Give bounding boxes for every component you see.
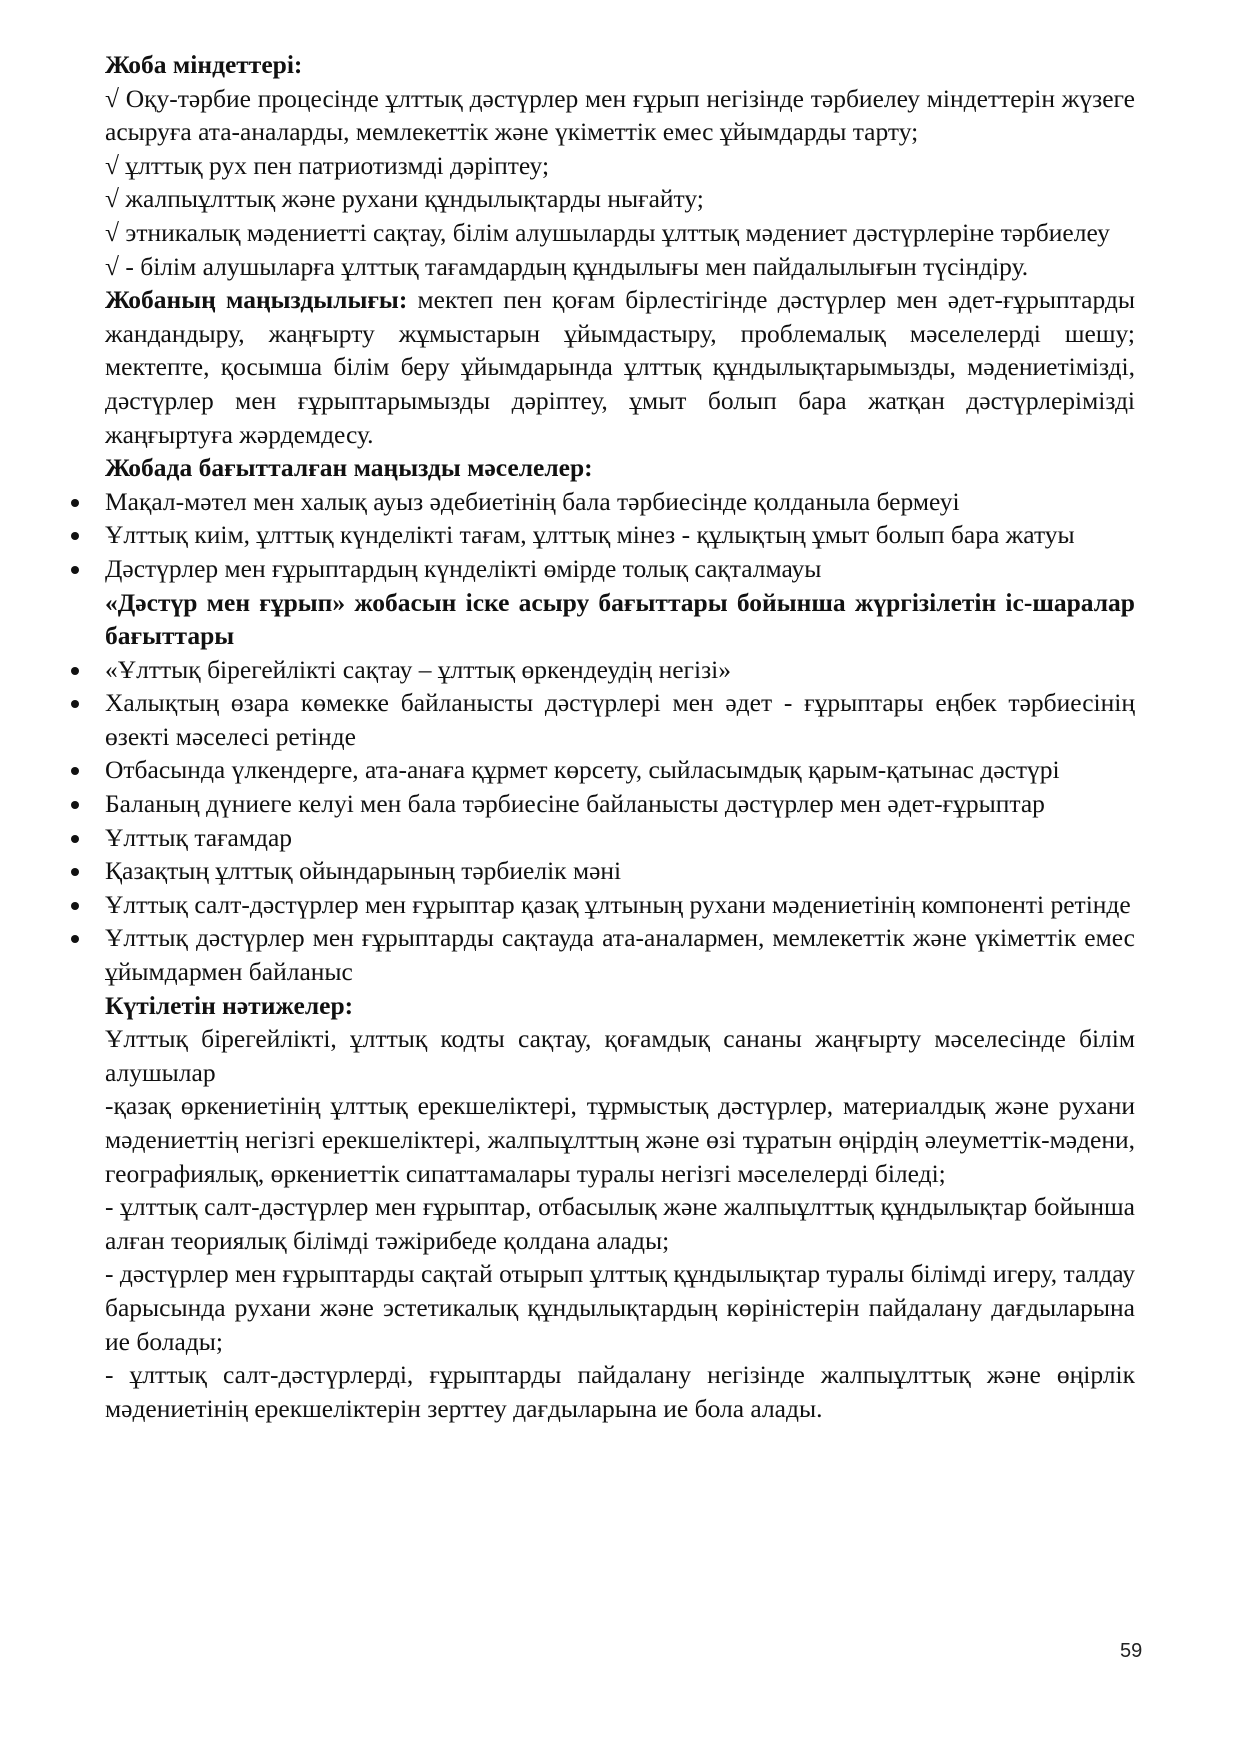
- task-item: √ - білім алушыларға ұлттық тағамдардың құндылығы мен пайдалылығын түсіндіру.: [105, 251, 1029, 281]
- list-item: [105, 518, 1135, 552]
- bullet-icon: [71, 835, 79, 843]
- result-item: - ұлттық салт-дәстүрлерді, ғұрыптарды пайдалану негізінде жалпыұлттық және өңірлік мәдениетінің ерекшеліктерін зерттеу дағдыларына ие бола алады.: [105, 1360, 1135, 1423]
- direction-text: Қазақтың ұлттық ойындарының тәрбиелік мәні: [105, 856, 622, 886]
- list-item: [105, 653, 1135, 687]
- bullet-icon: [71, 566, 79, 574]
- issues-list: [105, 485, 1135, 586]
- issue-text: Ұлттық киім, ұлттық күнделікті тағам, ұлттық мінез - құлықтың ұмыт болып бара жатуы: [105, 520, 1075, 550]
- results-intro: Ұлттық бірегейлікті, ұлттық кодты сақтау, қоғамдық сананы жаңғырту мәселесінде білім алушылар: [105, 1024, 1135, 1087]
- results-heading: Күтілетін нәтижелер:: [105, 990, 354, 1020]
- list-item: [105, 552, 1135, 586]
- significance-label: Жобаның маңыздылығы:: [105, 285, 408, 315]
- task-item: √ Оқу-тәрбие процесінде ұлттық дәстүрлер мен ғұрып негізінде тәрбиелеу міндеттерін жүзеге асыруға ата-аналарды, мемлекеттік және үкіметтік емес ұйымдарды тарту;: [105, 83, 1135, 147]
- list-item: [105, 888, 1135, 922]
- result-item: -қазақ өркениетінің ұлттық ерекшеліктері, тұрмыстық дәстүрлер, материалдық және рухани мәдениеттің негізгі ерекшеліктері, жалпыұлттың және өзі тұратын өңірдің әлеуметтік-мәдени, географиялық, өркениеттік сипаттамалары туралы негізгі мәселелерді біледі;: [105, 1091, 1135, 1188]
- bullet-icon: [71, 767, 79, 775]
- bullet-icon: [71, 667, 79, 675]
- list-item: [105, 854, 1135, 888]
- task-item: √ ұлттық рух пен патриотизмді дәріптеу;: [105, 150, 550, 180]
- page-number: 59: [1120, 1640, 1143, 1662]
- list-item: [105, 821, 1135, 855]
- direction-text: Ұлттық салт-дәстүрлер мен ғұрыптар қазақ ұлтының рухани мәдениетінің компоненті ретінде: [105, 889, 1131, 919]
- result-item: - ұлттық салт-дәстүрлер мен ғұрыптар, отбасылық және жалпыұлттық құндылықтар бойынша алған теориялық білімді тәжірибеде қолдана алады;: [105, 1192, 1135, 1255]
- bullet-icon: [71, 801, 79, 809]
- list-item: [105, 787, 1135, 821]
- list-item: [105, 753, 1135, 787]
- issues-heading: Жобада бағытталған маңызды мәселелер:: [105, 453, 593, 483]
- direction-text: «Ұлттық бірегейлікті сақтау – ұлттық өркендеудің негізі»: [105, 654, 731, 684]
- significance-paragraph: [105, 283, 1135, 451]
- directions-heading: «Дәстүр мен ғұрып» жобасын іске асыру бағыттары бойынша жүргізілетін іс-шаралар бағыттары: [105, 587, 1135, 651]
- direction-text: Ұлттық дәстүрлер мен ғұрыптарды сақтауда ата-аналармен, мемлекеттік және үкіметтік емес ұйымдармен байланыс: [105, 923, 1135, 987]
- bullet-icon: [71, 700, 79, 708]
- issue-text: Мақал-мәтел мен халық ауыз әдебиетінің бала тәрбиесінде қолданыла бермеуі: [105, 486, 960, 516]
- task-item: √ жалпыұлттық және рухани құндылықтарды нығайту;: [105, 184, 704, 214]
- directions-list: [105, 653, 1135, 989]
- direction-text: Халықтың өзара көмекке байланысты дәстүрлері мен әдет - ғұрыптары еңбек тәрбиесінің өзекті мәселесі ретінде: [105, 688, 1135, 751]
- direction-text: Ұлттық тағамдар: [105, 822, 293, 852]
- bullet-icon: [71, 902, 79, 910]
- direction-text: Баланың дүниеге келуі мен бала тәрбиесіне байланысты дәстүрлер мен әдет-ғұрыптар: [105, 789, 1045, 819]
- bullet-icon: [71, 499, 79, 507]
- direction-text: Отбасында үлкендерге, ата-анаға құрмет көрсету, сыйласымдық қарым-қатынас дәстүрі: [105, 755, 1060, 785]
- list-item: [105, 921, 1135, 988]
- document-page: [105, 48, 1135, 1425]
- task-item: √ этникалық мәдениетті сақтау, білім алушыларды ұлттық мәдениет дәстүрлеріне тәрбиелеу: [105, 217, 1110, 247]
- result-item: - дәстүрлер мен ғұрыптарды сақтай отырып ұлттық құндылықтар туралы білімді игеру, талдау барысында рухани және эстетикалық құндылықтардың көріністерін пайдалану дағдыларына ие болады;: [105, 1259, 1135, 1356]
- bullet-icon: [71, 935, 79, 943]
- bullet-icon: [71, 868, 79, 876]
- tasks-heading: Жоба міндеттері:: [105, 50, 303, 79]
- list-item: [105, 485, 1135, 519]
- bullet-icon: [71, 532, 79, 540]
- list-item: [105, 686, 1135, 753]
- significance-text: мектеп пен қоғам бірлестігінде дәстүрлер мен әдет-ғұрыптарды жандандыру, жаңғырту жұмыстарын ұйымдастыру, проблемалық мәселелерді шешу; мектепте, қосымша білім беру ұйымдарында ұлттық құндылықтарымызды, мәдениетімізді, дәстүрлер мен ғұрыптарымызды дәріптеу, ұмыт болып бара жатқан дәстүрлерімізді жаңғыртуға жәрдемдесу.: [105, 285, 1135, 449]
- issue-text: Дәстүрлер мен ғұрыптардың күнделікті өмірде толық сақталмауы: [105, 553, 822, 583]
